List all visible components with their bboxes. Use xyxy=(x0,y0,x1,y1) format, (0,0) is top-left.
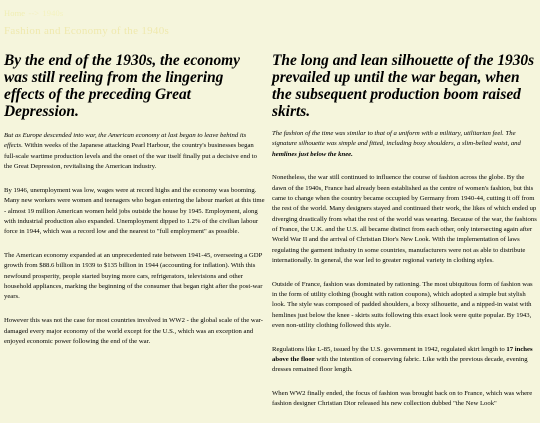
breadcrumb-separator: --> xyxy=(28,8,40,18)
right-column-heading: The long and lean silhouette of the 1930s prevailed up until the war began, when the subsequent production boom raised skirts. xyxy=(272,52,535,120)
left-paragraph-1 xyxy=(4,131,266,172)
right-paragraph-4-emphasis: 17 inches above the floor xyxy=(272,345,533,364)
right-paragraph-5: When WW2 finally ended, the focus of fashion was brought back on to France, which was where fashion designer Christian Dior released his new collection dubbed "the New Look" xyxy=(272,390,533,408)
right-paragraph-1-intro: The fashion of the time was similar to that of a uniform with a military, utilitarian feel. The signature silhouette was simple and fitted, including boxy shoulders, a slim-belted waist, and xyxy=(272,130,521,148)
left-column xyxy=(4,52,266,361)
page-header xyxy=(0,0,540,41)
right-paragraph-4-end: with the intention of conserving fabric. Like with the previous decade, evening dresses remained floor length. xyxy=(272,356,528,374)
left-paragraph-3: The American economy expanded at an unprecedented rate between 1941-45, overseeing a GDP growth from $88.6 billion in 1939 to $135 billion in 1944 (accounting for inflation). With this newfound prosperity, people started buying more cars, refrigerators, televisions and other household appliances, marking the beginning of the consumer that began right after the post-war years. xyxy=(4,252,263,301)
right-paragraph-4 xyxy=(272,345,537,376)
right-paragraph-2: Nonetheless, the war still continued to influence the course of fashion across the globe. By the dawn of the 1940s, France had already been established as the centre of women's fashion, but this came to change when the country became occupied by Germany from 1940-44, cutting it off from the rest of the world. Many designers stayed and continued their work, the likes of which ended up diverging drastically from what the rest of the world was wearing. Because of the war, the fashions of France, the U.K. and the U.S. all became distinct from each other, only intersecting again after World War II and the arrival of Christian Dior's New Look. With the implementation of laws regulating the garment industry in some countries, manufacturers were not as able to distribute internationally. In general, the war led to greater regional variety in clothing styles. xyxy=(272,174,537,265)
left-column-heading: By the end of the 1930s, the economy was still reeling from the lingering effects of the preceding Great Depression. xyxy=(4,52,240,120)
right-column xyxy=(272,52,537,423)
page-title: Fashion and Economy of the 1940s xyxy=(4,25,170,37)
left-paragraph-2: By 1946, unemployment was low, wages were at record highs and the economy was booming. Many new workers were women and teenagers who began entering the labour market at this time - almost 19 million American women held jobs outside the house by 1945. Employment, along with industrial production also expanded. Unemployment dipped to 1.2% of the civilian labour force in 1944, which was a record low and the nearest to "full employment" as possible. xyxy=(4,186,265,236)
breadcrumb-home-link[interactable]: Home xyxy=(4,8,26,18)
breadcrumb xyxy=(4,8,63,18)
right-paragraph-4-start: Regulations like L-85, issued by the U.S. government in 1942, regulated skirt length to xyxy=(272,345,507,353)
breadcrumb-current: 1940s xyxy=(42,8,64,18)
left-paragraph-4: However this was not the case for most countries involved in WW2 - the global scale of the war-damaged every major economy of the world except for the U.S., which was an exception and enjoyed economic power following the end of the war. xyxy=(4,317,263,345)
right-paragraph-3: Outside of France, fashion was dominated by rationing. The most ubiquitous form of fashion was in the form of utility clothing (bought with ration coupons), which adopted a simple but stylish look. The style was composed of padded shoulders, a boxy silhouette, and a nipped-in waist with hemlines just below the knee - skirts suits following this exact look were quite popular. By 1943, even non-utility clothing followed this style. xyxy=(272,280,533,330)
right-paragraph-1-emphasis: hemlines just below the knee. xyxy=(272,150,353,158)
left-paragraph-1-body: Within weeks of the Japanese attacking Pearl Harbour, the country's businesses began full-scale wartime production levels and the onset of the war itself finally put a decisive end to the Great Depression, revitalising the American industry. xyxy=(4,142,257,171)
right-paragraph-1 xyxy=(272,129,537,160)
left-paragraph-1-intro: But as Europe descended into war, the American economy at last began to leave behind its effects. xyxy=(4,132,247,150)
